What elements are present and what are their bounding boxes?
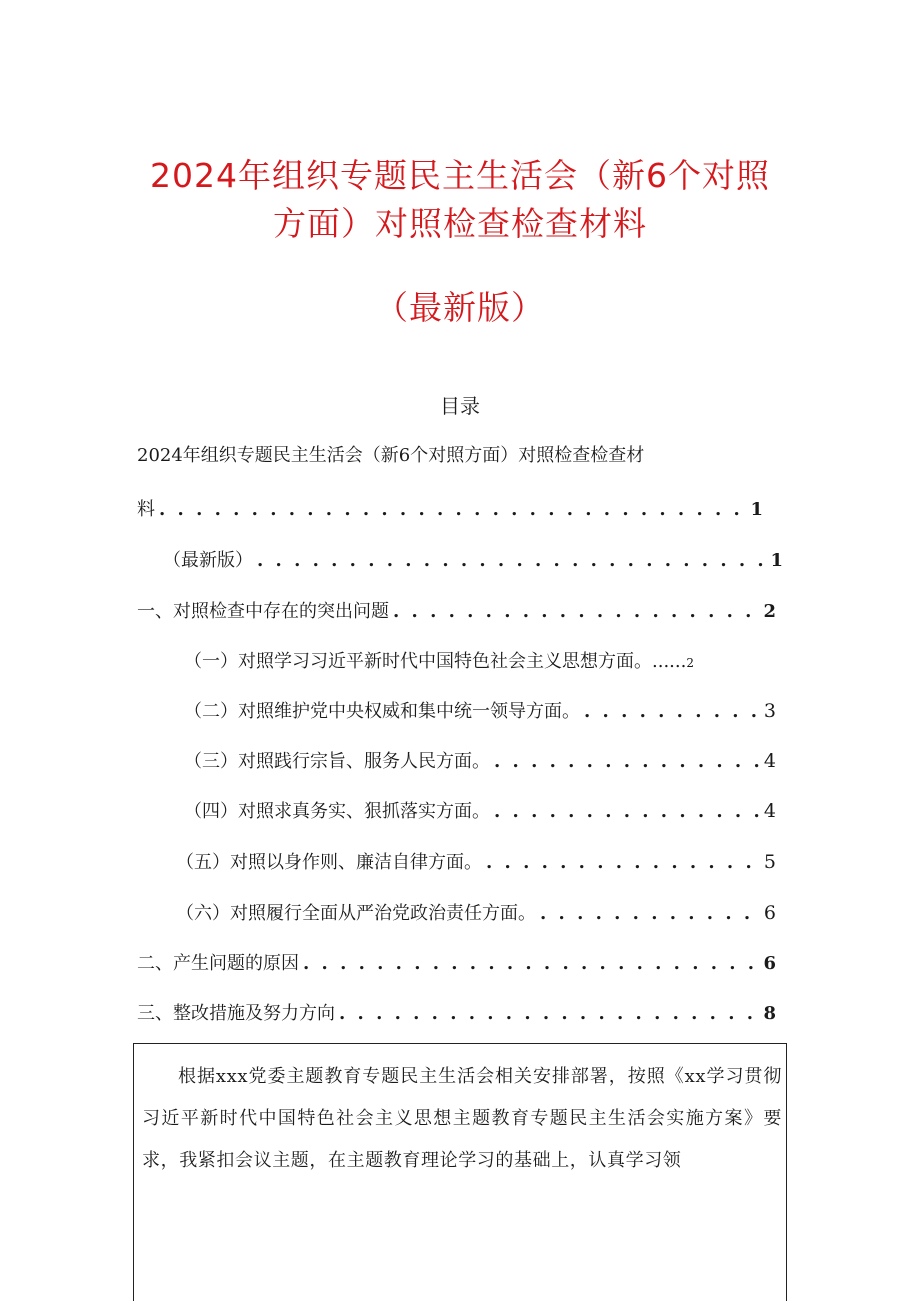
- toc-entry-label: （最新版）: [163, 550, 253, 571]
- toc-entry-label: （三）对照践行宗旨、服务人民方面。: [184, 751, 490, 772]
- body-paragraph: 根据xxx党委主题教育专题民主生活会相关安排部署，按照《xx学习贯彻习近平新时代中国特色社会主义思想主题教育专题民主生活会实施方案》要求，我紧扣会议主题，在主题教育理论学习的基础上，认真学习领: [142, 1066, 782, 1171]
- toc-page-number: 1: [750, 499, 763, 520]
- toc-leader-dots: [393, 601, 759, 622]
- toc-entry[interactable]: [184, 797, 776, 823]
- toc-page-number: 2: [686, 656, 694, 670]
- toc-page-number: 2: [763, 601, 776, 622]
- toc-leader-dots: [339, 1003, 759, 1024]
- toc-page-number: 4: [763, 750, 776, 772]
- document-subtitle: （最新版）: [375, 288, 545, 327]
- toc-entry[interactable]: [184, 697, 776, 723]
- toc-entry-label: （五）对照以身作则、廉洁自律方面。: [176, 852, 482, 873]
- toc-leader-dots: [494, 751, 760, 772]
- document-title-line-2: 方面）对照检查检查材料: [273, 204, 647, 243]
- toc-leader-dots: [494, 801, 760, 822]
- toc-page-number: 1: [770, 550, 783, 571]
- toc-leader-dots: [540, 903, 760, 924]
- toc-entry-label: （一）对照学习习近平新时代中国特色社会主义思想方面。......: [184, 651, 687, 672]
- toc-entry[interactable]: [137, 495, 763, 521]
- toc-entry-label: （六）对照履行全面从严治党政治责任方面。: [176, 903, 536, 924]
- toc-entry-label: 料: [137, 499, 155, 520]
- toc-entry[interactable]: [184, 647, 694, 673]
- toc-page-number: 6: [763, 902, 776, 924]
- toc-entry-label: 三、整改措施及努力方向: [137, 1003, 335, 1024]
- body-text-box: [133, 1043, 787, 1301]
- toc-entry[interactable]: [137, 999, 776, 1025]
- toc-entry-label: （二）对照维护党中央权威和集中统一领导方面。: [184, 701, 580, 722]
- toc-page-number: 6: [763, 953, 776, 974]
- toc-page-number: 4: [763, 800, 776, 822]
- toc-entry[interactable]: [163, 546, 783, 572]
- toc-entry[interactable]: [176, 848, 776, 874]
- toc-entry-0-line-1: [137, 441, 644, 467]
- toc-page-number: 5: [763, 851, 776, 873]
- toc-entry[interactable]: [137, 949, 776, 975]
- toc-entry-label: 一、对照检查中存在的突出问题: [137, 601, 389, 622]
- toc-entry-label: 二、产生问题的原因: [137, 953, 299, 974]
- document-title-line-1: 2024年组织专题民主生活会（新6个对照: [150, 156, 770, 195]
- toc-entry[interactable]: [137, 597, 776, 623]
- toc-entry-label: 2024年组织专题民主生活会（新6个对照方面）对照检查检查材: [137, 445, 645, 466]
- toc-page-number: 3: [763, 700, 776, 722]
- toc-leader-dots: [257, 550, 766, 571]
- toc-entry[interactable]: [176, 899, 776, 925]
- toc-page-number: 8: [763, 1003, 776, 1024]
- toc-entry-label: （四）对照求真务实、狠抓落实方面。: [184, 801, 490, 822]
- toc-leader-dots: [303, 953, 759, 974]
- toc-heading: 目录: [440, 394, 480, 418]
- toc-leader-dots: [159, 499, 746, 520]
- toc-leader-dots: [584, 701, 760, 722]
- toc-entry[interactable]: [184, 747, 776, 773]
- toc-leader-dots: [486, 852, 760, 873]
